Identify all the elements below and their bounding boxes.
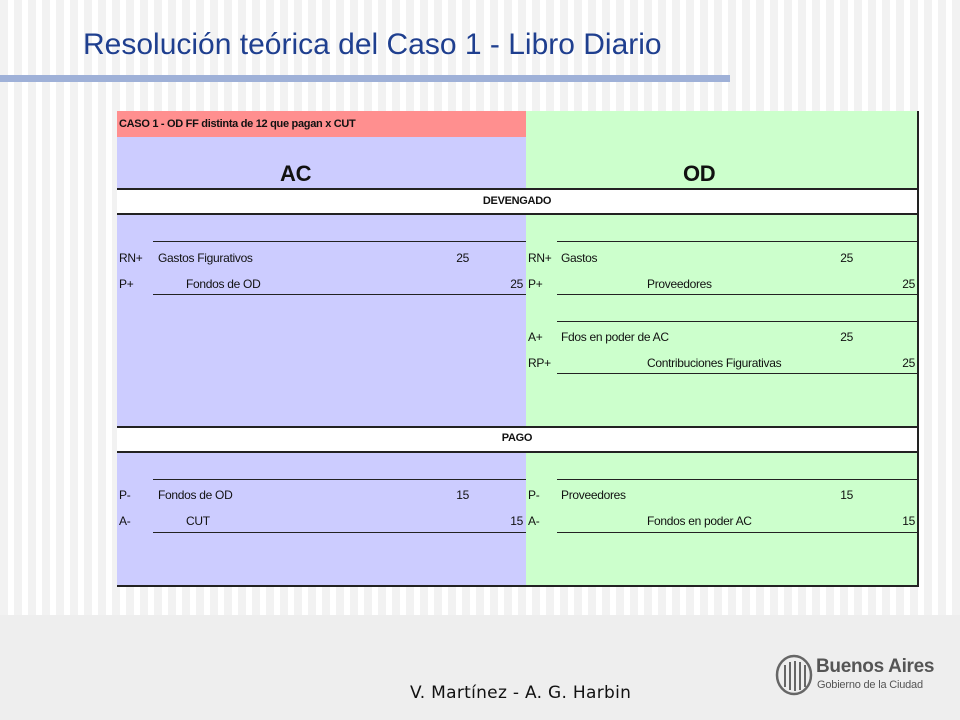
rule [557, 321, 917, 322]
od-header: OD [683, 161, 716, 186]
rule [153, 479, 526, 480]
debit-account: Fdos en poder de AC [561, 330, 669, 344]
debit-amount: 25 [840, 251, 853, 265]
credit-amount: 25 [510, 277, 523, 291]
entry-code: P- [528, 488, 540, 502]
entry-code: P- [119, 488, 131, 502]
credit-account: Proveedores [647, 277, 712, 291]
debit-amount: 15 [456, 488, 469, 502]
entry-code: A+ [528, 330, 543, 344]
entry-code: A- [528, 514, 540, 528]
debit-account: Proveedores [561, 488, 626, 502]
entry-code: P+ [528, 277, 543, 291]
section-devengado: DEVENGADO [482, 195, 552, 207]
credit-amount: 25 [902, 277, 915, 291]
rule [153, 532, 526, 533]
credit-account: Contribuciones Figurativas [647, 356, 782, 370]
credit-amount: 15 [510, 514, 523, 528]
ac-header: AC [280, 161, 312, 186]
case-label: CASO 1 - OD FF distinta de 12 que pagan x CUT [119, 118, 356, 130]
rule [153, 294, 526, 295]
credit-account: Fondos de OD [186, 277, 261, 291]
entry-code: RP+ [528, 356, 551, 370]
rule [557, 241, 917, 242]
author-credit: V. Martínez - A. G. Harbin [410, 683, 632, 703]
slide-title: Resolución teórica del Caso 1 - Libro Diario [83, 28, 662, 61]
rule [557, 373, 917, 374]
credit-amount: 25 [902, 356, 915, 370]
logo-subtitle: Gobierno de la Ciudad [817, 679, 923, 691]
debit-account: Gastos Figurativos [158, 251, 253, 265]
entry-code: RN+ [119, 251, 143, 265]
section-pago: PAGO [501, 432, 533, 444]
buenos-aires-logo-icon [774, 654, 814, 696]
credit-account: CUT [186, 514, 210, 528]
rule [557, 479, 917, 480]
debit-amount: 25 [840, 330, 853, 344]
debit-amount: 15 [840, 488, 853, 502]
rule [153, 241, 526, 242]
ac-column-background [117, 111, 526, 585]
debit-amount: 25 [456, 251, 469, 265]
entry-code: A- [119, 514, 131, 528]
title-underline [0, 75, 730, 82]
rule [557, 532, 917, 533]
credit-amount: 15 [902, 514, 915, 528]
debit-account: Gastos [561, 251, 598, 265]
credit-account: Fondos en poder AC [647, 514, 752, 528]
entry-code: RN+ [528, 251, 552, 265]
debit-account: Fondos de OD [158, 488, 233, 502]
journal-spreadsheet [117, 111, 919, 587]
entry-code: P+ [119, 277, 134, 291]
logo-name: Buenos Aires [816, 656, 935, 677]
rule [557, 294, 917, 295]
